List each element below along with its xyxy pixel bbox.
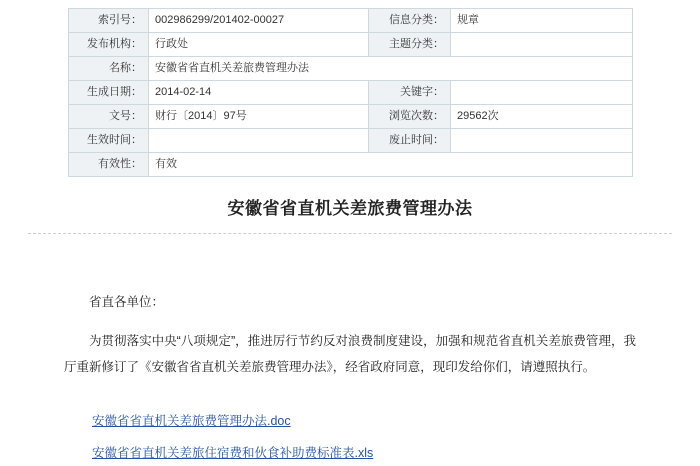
metadata-value-keywords — [451, 81, 633, 105]
table-row — [69, 9, 633, 33]
metadata-label-keywords: 关键字： — [369, 81, 451, 105]
metadata-value-doc-number: 财行〔2014〕97号 — [149, 105, 369, 129]
divider — [28, 233, 672, 234]
table-row — [69, 129, 633, 153]
metadata-label-effective-time: 生效时间： — [69, 129, 149, 153]
metadata-label-validity: 有效性： — [69, 153, 149, 177]
table-row — [69, 105, 633, 129]
page-title: 安徽省省直机关差旅费管理办法 — [227, 199, 473, 218]
metadata-label-view-count: 浏览次数： — [369, 105, 451, 129]
attachment-link-doc[interactable]: 安徽省省直机关差旅费管理办法.doc — [92, 414, 291, 428]
metadata-label-name: 名称： — [69, 57, 149, 81]
attachment-link-xls[interactable]: 安徽省省直机关差旅住宿费和伙食补助费标准表.xls — [92, 446, 374, 460]
table-row — [69, 57, 633, 81]
table-row — [69, 81, 633, 105]
body-paragraph: 为贯彻落实中央“八项规定”，推进厉行节约反对浪费制度建设，加强和规范省直机关差旅费管理，我厅重新修订了《安徽省省直机关差旅费管理办法》，经省政府同意，现印发给你们，请遵照执行。 — [64, 334, 636, 374]
metadata-label-abolish-time: 废止时间： — [369, 129, 451, 153]
metadata-table-wrapper — [0, 0, 700, 177]
metadata-value-subject-class — [451, 33, 633, 57]
metadata-table — [68, 8, 633, 177]
metadata-table-body — [69, 9, 633, 177]
metadata-value-publisher: 行政处 — [149, 33, 369, 57]
metadata-label-publisher: 发布机构： — [69, 33, 149, 57]
metadata-value-info-class: 规章 — [451, 9, 633, 33]
salutation: 省直各单位： — [89, 295, 165, 309]
document-body — [0, 290, 700, 466]
attachment-list — [64, 408, 636, 466]
metadata-label-subject-class: 主题分类： — [369, 33, 451, 57]
metadata-value-index: 002986299/201402-00027 — [149, 9, 369, 33]
metadata-value-view-count: 29562次 — [451, 105, 633, 129]
metadata-value-abolish-time — [451, 129, 633, 153]
metadata-label-info-class: 信息分类： — [369, 9, 451, 33]
metadata-value-created-date: 2014-02-14 — [149, 81, 369, 105]
table-row — [69, 33, 633, 57]
metadata-value-name: 安徽省省直机关差旅费管理办法 — [149, 57, 633, 81]
table-row — [69, 153, 633, 177]
metadata-label-doc-number: 文号： — [69, 105, 149, 129]
metadata-label-created-date: 生成日期： — [69, 81, 149, 105]
metadata-value-effective-time — [149, 129, 369, 153]
metadata-value-validity: 有效 — [149, 153, 633, 177]
metadata-label-index: 索引号： — [69, 9, 149, 33]
